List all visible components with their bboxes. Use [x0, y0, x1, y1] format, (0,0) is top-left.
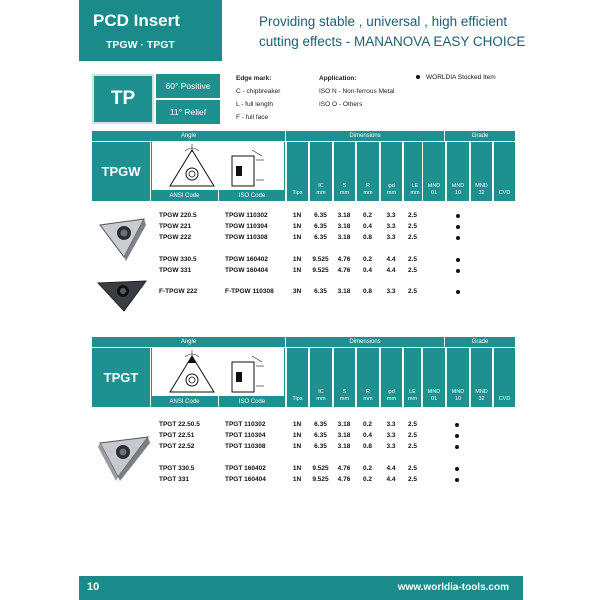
cell-iso: TPGW 110302 [225, 212, 268, 219]
cell-s: 4.76 [337, 465, 351, 472]
type-code: TP [92, 74, 154, 124]
footer [79, 576, 523, 600]
cell-tips: 1N [292, 476, 302, 483]
cell-ansi: TPGT 330.5 [159, 465, 195, 472]
cell-le: 2.5 [407, 443, 418, 450]
table-row [92, 476, 515, 485]
insert-geometry-icon [152, 348, 286, 396]
page-title: PCD Insert [93, 11, 180, 30]
stock-dot-icon [456, 290, 460, 294]
title-bar [79, 0, 222, 61]
iso-code-header: ISO Code [219, 190, 285, 201]
type-relief: 11° Relief [156, 100, 220, 124]
tpgt-section [92, 337, 515, 497]
table-row [92, 465, 515, 474]
iso-code-header: ISO Code [219, 396, 285, 407]
stock-dot-icon [456, 225, 460, 229]
cell-tips: 1N [292, 212, 302, 219]
type-angle: 60° Positive [156, 74, 220, 98]
application-heading: Application: [319, 75, 357, 82]
cell-iso: TPGT 160404 [225, 476, 266, 483]
cell-le: 2.5 [407, 256, 418, 263]
stock-dot-icon [455, 478, 459, 482]
cvd-header: CVD [493, 348, 515, 407]
stocked-legend [416, 74, 496, 81]
dimensions-header: Dimensions [286, 131, 444, 141]
dimensions-header: Dimensions [286, 337, 444, 347]
table-row [92, 432, 515, 441]
cell-d: 3.3 [386, 223, 396, 230]
angle-header: Angle [92, 337, 285, 347]
cell-ansi: TPGW 222 [159, 234, 192, 241]
cell-d: 3.3 [386, 421, 396, 428]
stock-dot-icon [455, 434, 459, 438]
cell-iso: TPGT 110308 [225, 443, 266, 450]
cell-r: 0.4 [362, 267, 373, 274]
edge-mark-heading: Edge mark: [236, 75, 272, 82]
cell-ic: 9.525 [312, 476, 329, 483]
stock-dot-icon [455, 423, 459, 427]
table-row [92, 288, 515, 297]
cell-r: 0.2 [362, 212, 373, 219]
table-row [92, 267, 515, 276]
cell-ic: 6.35 [314, 212, 327, 219]
cell-ansi: F-TPGW 222 [159, 288, 198, 295]
type-block [92, 74, 220, 124]
stock-dot-icon [455, 445, 459, 449]
cell-r: 0.2 [362, 465, 373, 472]
cell-le: 2.5 [407, 476, 418, 483]
tips-header: Tips [286, 142, 308, 201]
website-link[interactable]: www.worldia-tools.com [397, 582, 509, 593]
stock-dot-icon [456, 214, 460, 218]
application-legend [319, 72, 395, 111]
cell-iso: TPGT 160402 [225, 465, 266, 472]
stock-dot-icon [456, 269, 460, 273]
cell-tips: 1N [292, 223, 302, 230]
edge-mark-item: L - full length [236, 101, 273, 108]
table-row [92, 234, 515, 243]
le-header: LE mm [403, 142, 426, 201]
cell-iso: TPGT 110302 [225, 421, 266, 428]
table-row [92, 223, 515, 232]
ansi-code-header: ANSI Code [151, 396, 218, 407]
angle-header: Angle [92, 131, 285, 141]
cell-tips: 1N [292, 432, 302, 439]
cell-d: 3.3 [386, 212, 396, 219]
tagline-line-2: cutting effects - MANANOVA EASY CHOICE [259, 34, 526, 49]
grade-header: Grade [445, 337, 515, 347]
cell-r: 0.2 [362, 256, 373, 263]
cell-r: 0.8 [362, 288, 373, 295]
cell-iso: TPGW 110304 [225, 223, 268, 230]
application-item: ISO N - Non-ferrous Metal [319, 88, 395, 95]
cell-le: 2.5 [407, 267, 418, 274]
mnd10-header: MND 10 [446, 348, 469, 407]
cell-tips: 1N [292, 256, 302, 263]
cell-tips: 1N [292, 465, 302, 472]
cell-s: 3.18 [337, 288, 351, 295]
cell-r: 0.2 [362, 476, 373, 483]
cell-tips: 1N [292, 421, 302, 428]
cell-d: 4.4 [386, 256, 396, 263]
s-header: S mm [333, 348, 355, 407]
cell-ic: 6.35 [314, 234, 327, 241]
cell-s: 3.18 [337, 212, 351, 219]
cell-tips: 1N [292, 267, 302, 274]
cell-s: 3.18 [337, 443, 351, 450]
cell-ic: 9.525 [312, 267, 329, 274]
mnd32-header: MND 32 [470, 142, 492, 201]
r-header: R mm [356, 348, 379, 407]
cell-iso: TPGW 160402 [225, 256, 268, 263]
cell-s: 3.18 [337, 223, 351, 230]
phid-header: φd mm [380, 348, 402, 407]
cell-s: 3.18 [337, 234, 351, 241]
tpgw-series-label: TPGW [92, 142, 150, 201]
cell-r: 0.8 [362, 234, 373, 241]
table-row [92, 212, 515, 221]
mnd01-header: MND 01 [422, 348, 445, 407]
page-number: 10 [87, 581, 100, 593]
stocked-label: WORLDIA Stocked Item [426, 74, 496, 81]
le-header: LE mm [403, 348, 421, 407]
stock-dot-icon [455, 467, 459, 471]
grade-header: Grade [445, 131, 515, 141]
cell-le: 2.5 [407, 421, 418, 428]
cell-ansi: TPGW 221 [159, 223, 192, 230]
cell-r: 0.4 [362, 223, 373, 230]
cell-iso: F-TPGW 110308 [225, 288, 274, 295]
page-subtitle: TPGW · TPGT [106, 39, 175, 51]
ic-header: IC mm [309, 142, 332, 201]
cell-r: 0.8 [362, 443, 373, 450]
cell-tips: 1N [292, 443, 302, 450]
stocked-dot-icon [416, 75, 420, 79]
edge-mark-item: C - chipbreaker [236, 88, 281, 95]
cell-ansi: TPGT 22.52 [159, 443, 195, 450]
cell-d: 3.3 [386, 288, 396, 295]
cell-ic: 6.35 [314, 432, 327, 439]
tagline-line-1: Providing stable , universal , high efficient [259, 14, 508, 29]
cell-d: 3.3 [386, 432, 396, 439]
cell-le: 2.5 [407, 288, 418, 295]
insert-geometry-icon [152, 142, 286, 190]
tpgw-angle-diagram [151, 142, 285, 190]
s-header: S mm [333, 142, 355, 201]
cell-iso: TPGW 110308 [225, 234, 268, 241]
cell-ansi: TPGW 330.5 [159, 256, 197, 263]
cell-s: 4.76 [337, 476, 351, 483]
tpgw-section [92, 131, 515, 301]
tpgt-table-header [92, 337, 515, 407]
tpgt-angle-diagram [151, 348, 285, 396]
cell-d: 4.4 [386, 476, 396, 483]
cell-ansi: TPGT 331 [159, 476, 189, 483]
edge-mark-legend [236, 72, 280, 124]
cell-r: 0.2 [362, 421, 373, 428]
cell-ic: 6.35 [314, 421, 327, 428]
stock-dot-icon [456, 236, 460, 240]
cell-s: 3.18 [337, 432, 351, 439]
phid-header: φd mm [380, 142, 402, 201]
cell-le: 2.5 [407, 465, 418, 472]
cell-le: 2.5 [407, 212, 418, 219]
cvd-header: CVD [493, 142, 515, 201]
cell-ic: 6.35 [314, 443, 327, 450]
cell-d: 3.3 [386, 443, 396, 450]
cell-s: 3.18 [337, 421, 351, 428]
cell-s: 4.76 [337, 267, 351, 274]
cell-tips: 1N [292, 234, 302, 241]
cell-ic: 9.525 [312, 465, 329, 472]
cell-ansi: TPGW 331 [159, 267, 192, 274]
stock-dot-icon [456, 258, 460, 262]
tips-header: Tips [286, 348, 308, 407]
tagline [259, 12, 525, 52]
ansi-code-header: ANSI Code [151, 190, 218, 201]
edge-mark-item: F - full face [236, 114, 269, 121]
cell-ic: 6.35 [314, 223, 327, 230]
cell-le: 2.5 [407, 234, 418, 241]
table-row [92, 421, 515, 430]
cell-le: 2.5 [407, 432, 418, 439]
cell-iso: TPGW 160404 [225, 267, 268, 274]
r-header: R mm [356, 142, 379, 201]
ic-header: IC mm [309, 348, 332, 407]
cell-iso: TPGT 110304 [225, 432, 266, 439]
mnd32-header: MND 32 [470, 348, 492, 407]
cell-ansi: TPGW 220.5 [159, 212, 197, 219]
mnd10-header: MND 10 [446, 142, 469, 201]
cell-ic: 6.35 [314, 288, 327, 295]
mnd01-header: MND 01 [422, 142, 445, 201]
cell-s: 4.76 [337, 256, 351, 263]
application-item: ISO O - Others [319, 101, 363, 108]
cell-ic: 9.525 [312, 256, 329, 263]
cell-ansi: TPGT 22.51 [159, 432, 195, 439]
cell-d: 4.4 [386, 267, 396, 274]
cell-le: 2.5 [407, 223, 418, 230]
cell-tips: 3N [292, 288, 302, 295]
cell-d: 3.3 [386, 234, 396, 241]
cell-ansi: TPGT 22.50.5 [159, 421, 200, 428]
table-row [92, 256, 515, 265]
cell-d: 4.4 [386, 465, 396, 472]
tpgt-series-label: TPGT [92, 348, 150, 407]
table-row [92, 443, 515, 452]
tpgw-table-header [92, 131, 515, 201]
cell-r: 0.4 [362, 432, 373, 439]
